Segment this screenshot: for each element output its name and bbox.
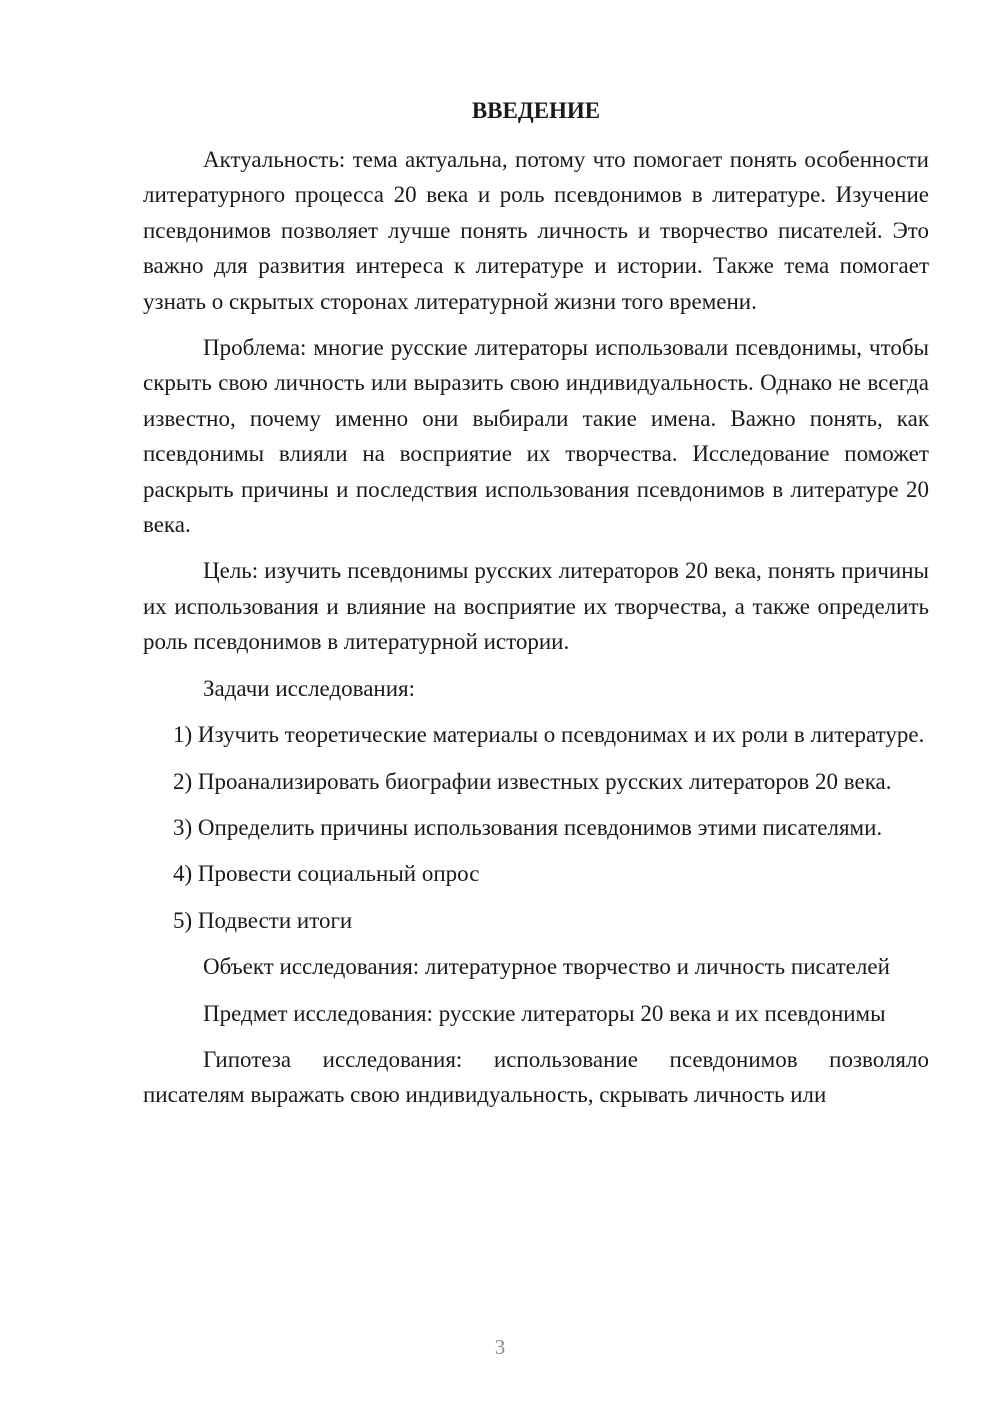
task-item-1: 1) Изучить теоретические материалы о псевдонимах и их роли в литературе. [173, 722, 925, 748]
paragraph-problem: Проблема: многие русские литераторы использовали псевдонимы, чтобы скрыть свою личность или выразить свою индивидуальность. Однако не всегда известно, почему именно они выбирали такие имена. Важно понять, как псевдонимы влияли на восприятие их творчества. Исследование поможет раскрыть причины и последствия использования псевдонимов в литературе 20 века. [143, 335, 929, 538]
document-page [143, 0, 929, 1414]
task-item-3: 3) Определить причины использования псевдонимов этими писателями. [173, 814, 883, 840]
task-item-2: 2) Проанализировать биографии известных русских литераторов 20 века. [173, 768, 892, 794]
paragraph-object: Объект исследования: литературное творчество и личность писателей [203, 954, 890, 980]
task-item-4: 4) Провести социальный опрос [173, 861, 480, 887]
document-body [143, 142, 929, 1124]
paragraph-hypothesis: Гипотеза исследования: использование псевдонимов позволяло писателям выражать свою индивидуальность, скрывать личность или [143, 1046, 929, 1108]
page-number: 3 [494, 1335, 506, 1359]
paragraph-goal: Цель: изучить псевдонимы русских литераторов 20 века, понять причины их использования и влияние на восприятие их творчества, а также определить роль псевдонимов в литературной истории. [143, 558, 929, 655]
page-title: ВВЕДЕНИЕ [471, 98, 601, 123]
paragraph-tasks-heading: Задачи исследования: [203, 675, 416, 701]
task-item-5: 5) Подвести итоги [173, 907, 353, 933]
paragraph-relevance: Актуальность: тема актуальна, потому что помогает понять особенности литературного процесса 20 века и роль псевдонимов в литературе. Изучение псевдонимов позволяет лучше понять личность и творчество писателей. Это важно для развития интереса к литературе и истории. Также тема помогает узнать о скрытых сторонах литературной жизни того времени. [143, 147, 929, 314]
paragraph-subject: Предмет исследования: русские литераторы 20 века и их псевдонимы [203, 1000, 886, 1026]
